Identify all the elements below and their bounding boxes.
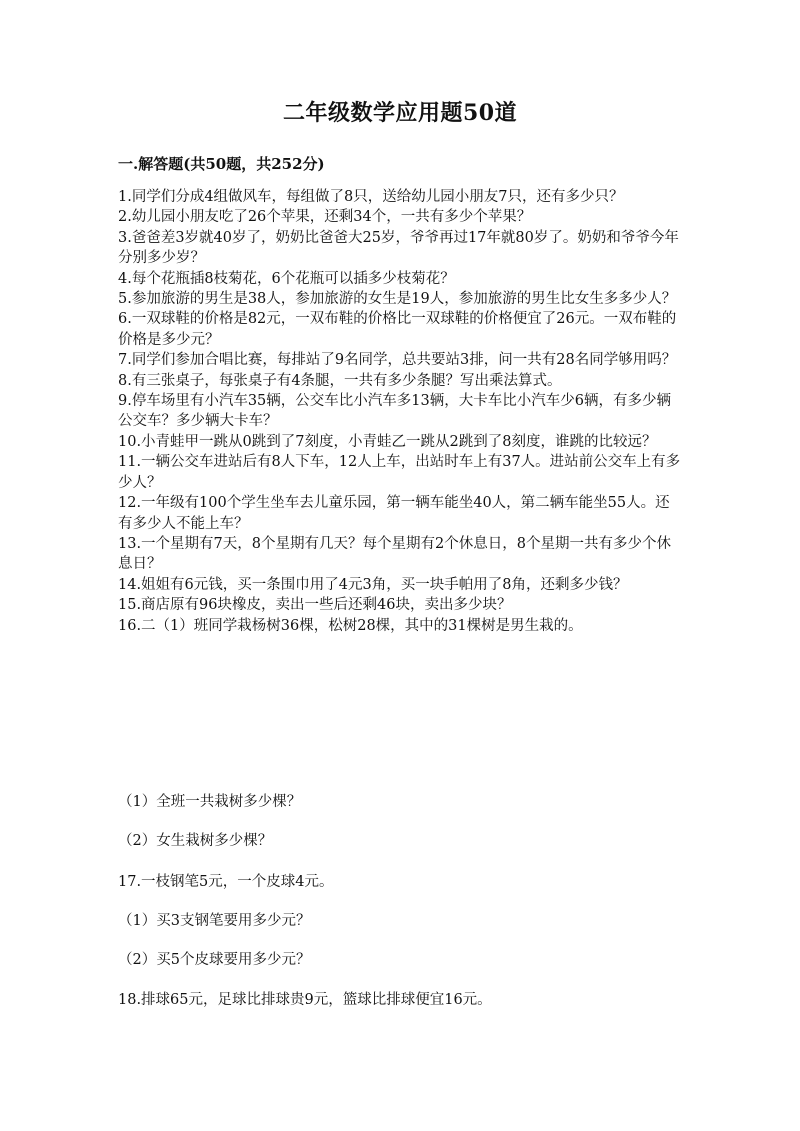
question-8: 8.有三张桌子，每张桌子有4条腿，一共有多少条腿？写出乘法算式。 xyxy=(118,372,562,389)
question-2: 2.幼儿园小朋友吃了26个苹果，还剩34个，一共有多少个苹果？ xyxy=(118,209,532,226)
question-1: 1.同学们分成4组做风车，每组做了8只，送给幼儿园小朋友7只，还有多少只？ xyxy=(118,189,624,205)
page-title: 二年级数学应用题50道 xyxy=(282,100,518,126)
question-15: 15.商店原有96块橡皮，卖出一些后还剩46块，卖出多少块？ xyxy=(118,597,512,614)
question-10: 10.小青蛙甲一跳从0跳到了7刻度，小青蛙乙一跳从2跳到了8刻度，谁跳的比较远？ xyxy=(118,433,657,450)
question-12: 12.一年级有100个学生坐车去儿童乐园，第一辆车能坐40人，第二辆车能坐55人。还有多少人不能上车？ xyxy=(118,495,670,532)
question-5: 5.参加旅游的男生是38人，参加旅游的女生是19人，参加旅游的男生比女生多多少人？ xyxy=(118,291,677,308)
question-4: 4.每个花瓶插8枝菊花，6个花瓶可以插多少枝菊花？ xyxy=(118,270,455,287)
question-13: 13.一个星期有7天，8个星期有几天？每个星期有2个休息日，8个星期一共有多少个休息日？ xyxy=(118,535,671,573)
question-14: 14.姐姐有6元钱，买一条围巾用了4元3角，买一块手帕用了8角，还剩多少钱？ xyxy=(118,576,628,593)
question-16-sub-2: （2）女生栽树多少棵？ xyxy=(118,833,273,849)
question-16-sub-1: （1）全班一共栽树多少棵？ xyxy=(118,794,302,810)
question-16: 16.二（1）班同学栽杨树36棵，松树28棵，其中的31棵树是男生栽的。 xyxy=(118,617,583,634)
question-17: 17.一枝钢笔5元，一个皮球4元。 xyxy=(118,874,334,890)
question-17-sub-1: （1）买3支钢笔要用多少元？ xyxy=(118,913,311,929)
question-3: 3.爸爸差3岁就40岁了，奶奶比爸爸大25岁，爷爷再过17年就80岁了。奶奶和爷爷今年分别多少岁？ xyxy=(118,229,679,267)
question-11: 11.一辆公交车进站后有8人下车，12人上车，出站时车上有37人。进站前公交车上有多少人？ xyxy=(118,454,681,491)
question-7: 7.同学们参加合唱比赛，每排站了9名同学，总共要站3排，问一共有28名同学够用吗？ xyxy=(118,352,677,369)
question-9: 9.停车场里有小汽车35辆，公交车比小汽车多13辆，大卡车比小汽车少6辆，有多少辆公交车？多少辆大卡车？ xyxy=(118,393,671,430)
question-18: 18.排球65元，足球比排球贵9元，篮球比排球便宜16元。 xyxy=(118,992,492,1008)
section-heading: 一.解答题(共50题，共252分) xyxy=(118,155,325,173)
question-17-sub-2: （2）买5个皮球要用多少元？ xyxy=(118,952,311,968)
question-list xyxy=(118,187,684,636)
question-6: 6.一双球鞋的价格是82元，一双布鞋的价格比一双球鞋的价格便宜了26元。一双布鞋的价格是多少元？ xyxy=(118,311,677,348)
